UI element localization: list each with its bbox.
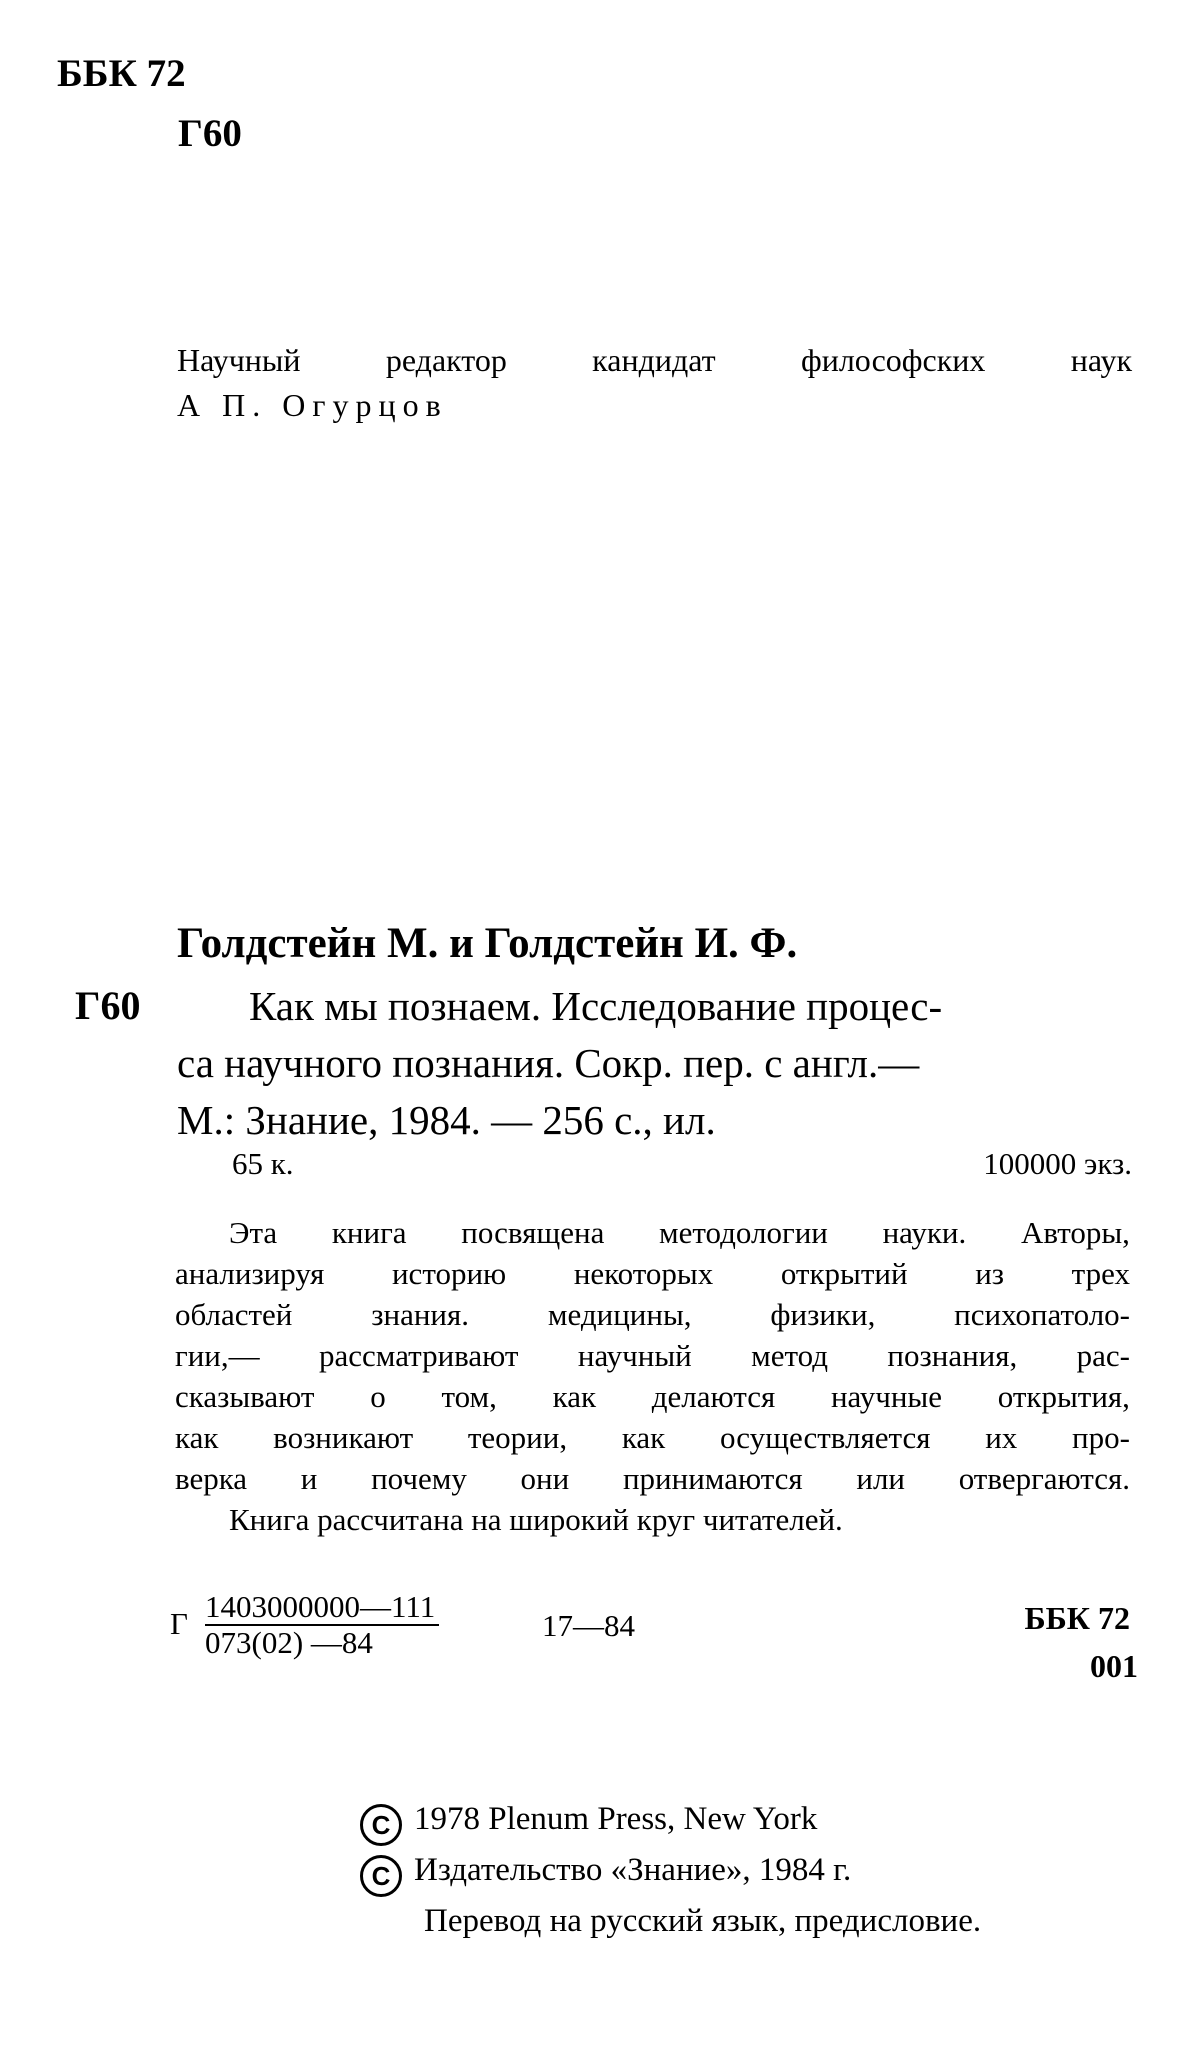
copyright-icon: C [360,1804,402,1846]
annotation-word: посвящена [461,1215,605,1250]
index-letter: Г [170,1606,188,1641]
book-title [177,978,1127,1149]
annotation-word: историю [391,1256,507,1291]
annotation-word: как [175,1420,219,1455]
annotation-line [175,1335,1130,1376]
annotation-word: из [975,1256,1005,1291]
title-line: М.: Знание, 1984. — 256 с., ил. [177,1097,716,1143]
annotation-word: теории, [467,1420,568,1455]
annotation-word: Эта [229,1215,278,1250]
annotation-word: трех [1071,1256,1130,1291]
annotation-word: рассматривают [319,1338,519,1373]
annotation-word: физики, [770,1297,876,1332]
side-author-code: Г60 [75,983,141,1028]
annotation-word: медицины, [547,1297,692,1332]
annotation-line: Книга рассчитана на широкий круг читателей. [229,1502,843,1537]
annotation-word: принимаются [622,1461,803,1496]
annotation-word: почему [371,1461,467,1496]
annotation-word: про- [1072,1420,1130,1455]
book-price: 65 к. [232,1146,294,1181]
annotation-word: психопатоло- [954,1297,1130,1332]
annotation-word: отвергаются. [958,1461,1130,1496]
copyright-block [360,1795,981,1945]
annotation-word: Авторы, [1020,1215,1130,1250]
copyright-line: Перевод на русский язык, предисловие. [424,1903,982,1939]
index-denominator: 073(02) —84 [205,1625,373,1660]
annotation-word: о [370,1379,386,1414]
copyright-line: C 1978 Plenum Press, New York [360,1795,981,1846]
annotation [175,1212,1130,1540]
print-run: 100000 экз. [983,1146,1132,1181]
copyright-icon: C [360,1855,402,1897]
annotation-word: открытий [780,1256,908,1291]
editor-word: Научный [177,342,301,378]
annotation-line [175,1458,1130,1499]
editor-word: наук [1070,342,1132,378]
annotation-word: делаются [651,1379,776,1414]
annotation-word: том, [441,1379,497,1414]
annotation-line [175,1294,1130,1335]
annotation-word: осуществляется [719,1420,931,1455]
annotation-word: методологии [659,1215,828,1250]
annotation-word: сказывают [175,1379,315,1414]
annotation-word: или [856,1461,906,1496]
title-line: са научного познания. Сокр. пер. с англ.— [177,1040,920,1086]
annotation-word: науки. [882,1215,967,1250]
editor-line [177,338,1132,382]
bbk-classification: ББК 72 [57,52,186,95]
annotation-word: областей [175,1297,293,1332]
annotation-word: познания, [887,1338,1018,1373]
annotation-line [175,1417,1130,1458]
annotation-word: гии,— [175,1338,260,1373]
annotation-word: их [985,1420,1018,1455]
annotation-line [175,1376,1130,1417]
annotation-word: они [520,1461,570,1496]
annotation-line [175,1253,1130,1294]
author-code: Г60 [178,112,242,155]
annotation-word: возникают [273,1420,414,1455]
annotation-word: метод [751,1338,829,1373]
annotation-word: как [621,1420,666,1455]
editor-word: редактор [385,342,507,378]
annotation-word: открытия, [997,1379,1130,1414]
annotation-word: научный [577,1338,692,1373]
title-line: Как мы познаем. Исследование процес- [249,983,943,1029]
index-tail: 17—84 [542,1608,635,1643]
editor-word: кандидат [592,342,716,378]
annotation-word: книга [331,1215,407,1250]
book-authors: Голдстейн М. и Голдстейн И. Ф. [177,920,798,967]
index-fraction [205,1590,439,1660]
annotation-word: некоторых [573,1256,714,1291]
editor-name: А П. Огурцов [177,387,448,423]
editor-word: философских [800,342,986,378]
index-numerator: 1403000000—111 [205,1590,439,1626]
annotation-word: научные [830,1379,943,1414]
annotation-word: верка [175,1461,248,1496]
annotation-word: и [300,1461,318,1496]
copyright-line: C Издательство «Знание», 1984 г. [360,1846,981,1897]
bbk-bottom: ББК 72 [1024,1600,1130,1636]
annotation-word: рас- [1076,1338,1130,1373]
annotation-word: анализируя [175,1256,325,1291]
annotation-word: знания. [371,1297,470,1332]
bbk-code-bottom: 001 [1090,1648,1138,1684]
annotation-line [175,1212,1130,1253]
annotation-word: как [552,1379,597,1414]
